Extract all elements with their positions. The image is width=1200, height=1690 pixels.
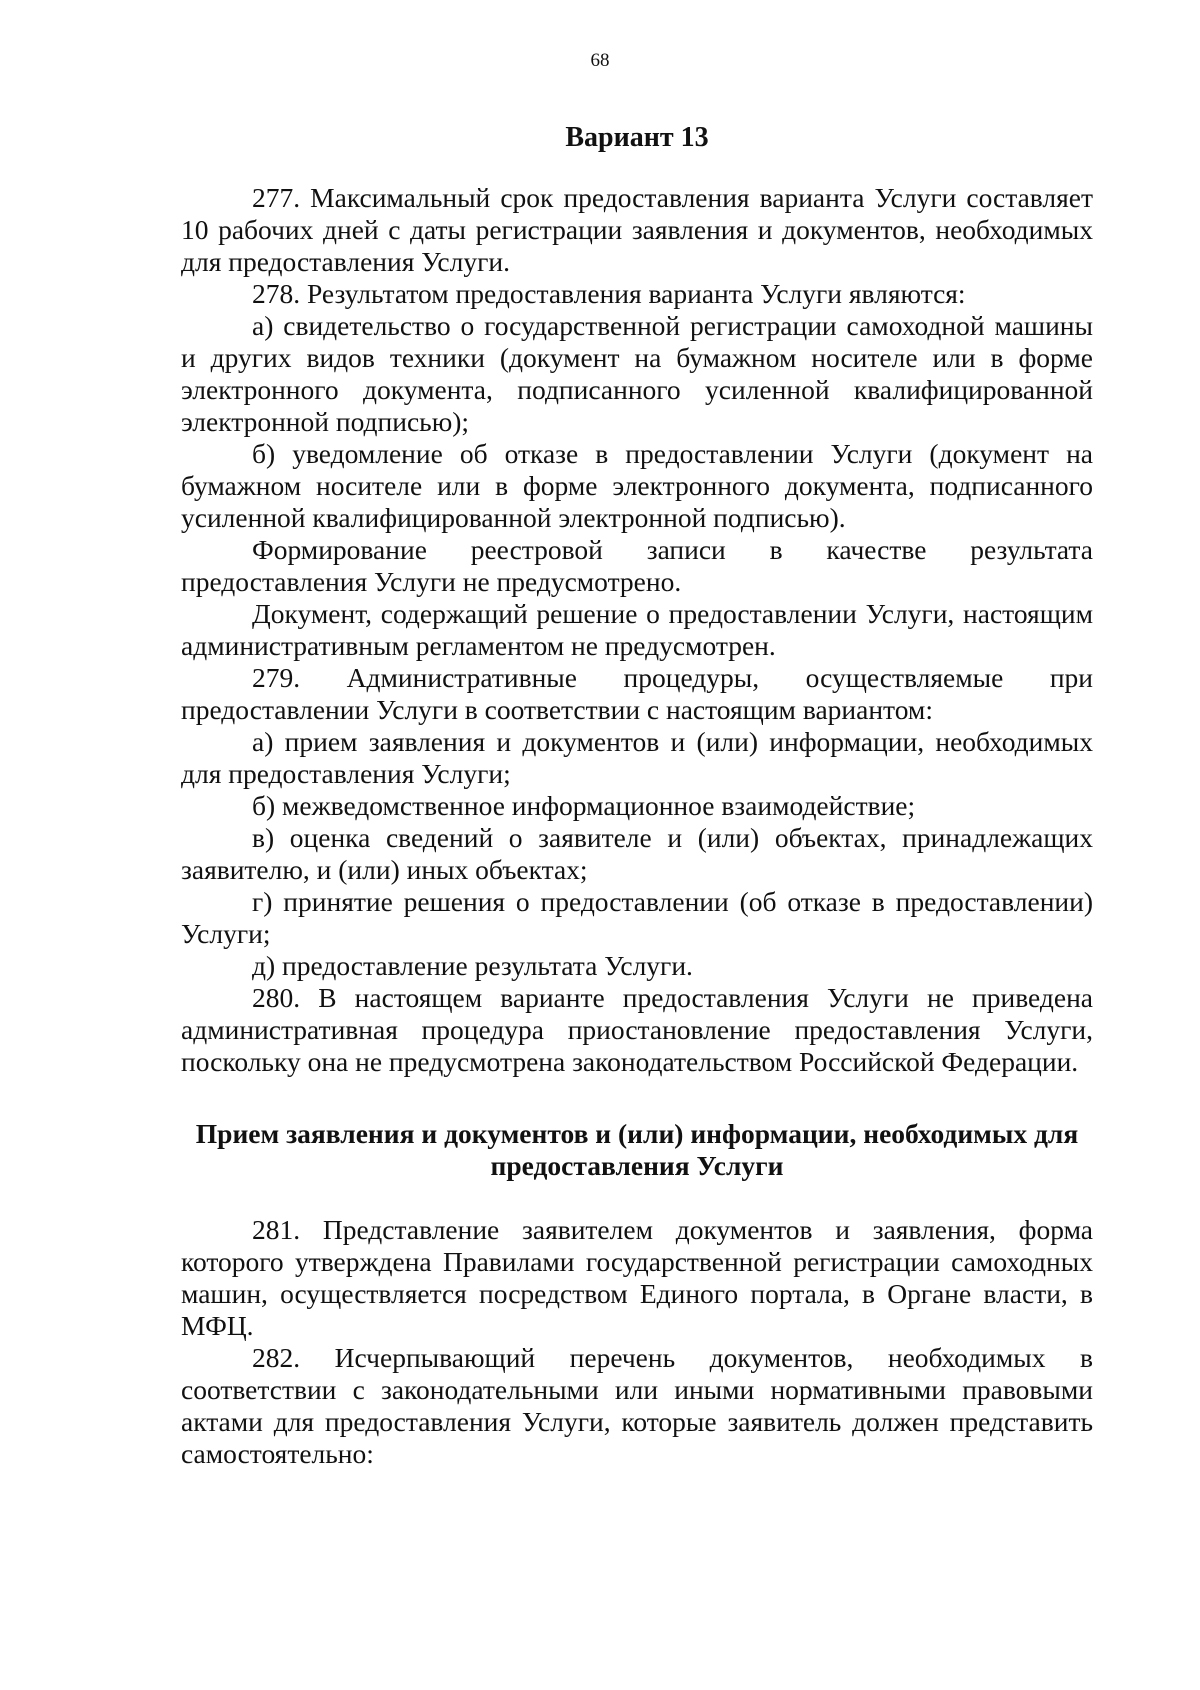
- paragraph-group-variant: [181, 182, 1093, 1078]
- paragraph: а) прием заявления и документов и (или) информации, необходимых для предоставления Услуги;: [181, 726, 1093, 789]
- paragraph: д) предоставление результата Услуги.: [252, 950, 693, 981]
- paragraph: 277. Максимальный срок предоставления варианта Услуги составляет 10 рабочих дней с даты регистрации заявления и документов, необходимых для предоставления Услуги.: [181, 182, 1093, 277]
- paragraph: Документ, содержащий решение о предоставлении Услуги, настоящим административным регламентом не предусмотрен.: [181, 598, 1093, 661]
- paragraph: в) оценка сведений о заявителе и (или) объектах, принадлежащих заявителю, и (или) иных объектах;: [181, 822, 1093, 885]
- paragraph: а) свидетельство о государственной регистрации самоходной машины и других видов техники (документ на бумажном носителе или в форме электронного документа, подписанного усиленной квалифицированной электронной подписью);: [181, 310, 1093, 437]
- paragraph: 280. В настоящем варианте предоставления Услуги не приведена административная процедура приостановление предоставления Услуги, поскольку она не предусмотрена законодательством Российской Федерации.: [181, 982, 1093, 1077]
- paragraph: б) уведомление об отказе в предоставлении Услуги (документ на бумажном носителе или в форме электронного документа, подписанного усиленной квалифицированной электронной подписью).: [181, 438, 1093, 533]
- paragraph: 279. Административные процедуры, осуществляемые при предоставлении Услуги в соответствии с настоящим вариантом:: [181, 662, 1093, 725]
- variant-heading: Вариант 13: [565, 122, 709, 153]
- paragraph: Формирование реестровой записи в качестве результата предоставления Услуги не предусмотрено.: [181, 534, 1093, 597]
- section-heading: Прием заявления и документов и (или) информации, необходимых для предоставления Услуги: [195, 1118, 1079, 1181]
- paragraph: 281. Представление заявителем документов и заявления, форма которого утверждена Правилами государственной регистрации самоходных машин, осуществляется посредством Единого портала, в Органе власти, в МФЦ.: [181, 1214, 1093, 1341]
- page-number: 68: [590, 50, 610, 71]
- paragraph: г) принятие решения о предоставлении (об отказе в предоставлении) Услуги;: [181, 886, 1093, 949]
- paragraph: б) межведомственное информационное взаимодействие;: [252, 790, 916, 821]
- paragraph-group-section: [181, 1214, 1093, 1470]
- paragraph: 282. Исчерпывающий перечень документов, необходимых в соответствии с законодательными или иными нормативными правовыми актами для предоставления Услуги, которые заявитель должен представить самостоятельно:: [181, 1342, 1093, 1469]
- paragraph: 278. Результатом предоставления варианта Услуги являются:: [252, 278, 966, 309]
- page-content: [181, 122, 1093, 1470]
